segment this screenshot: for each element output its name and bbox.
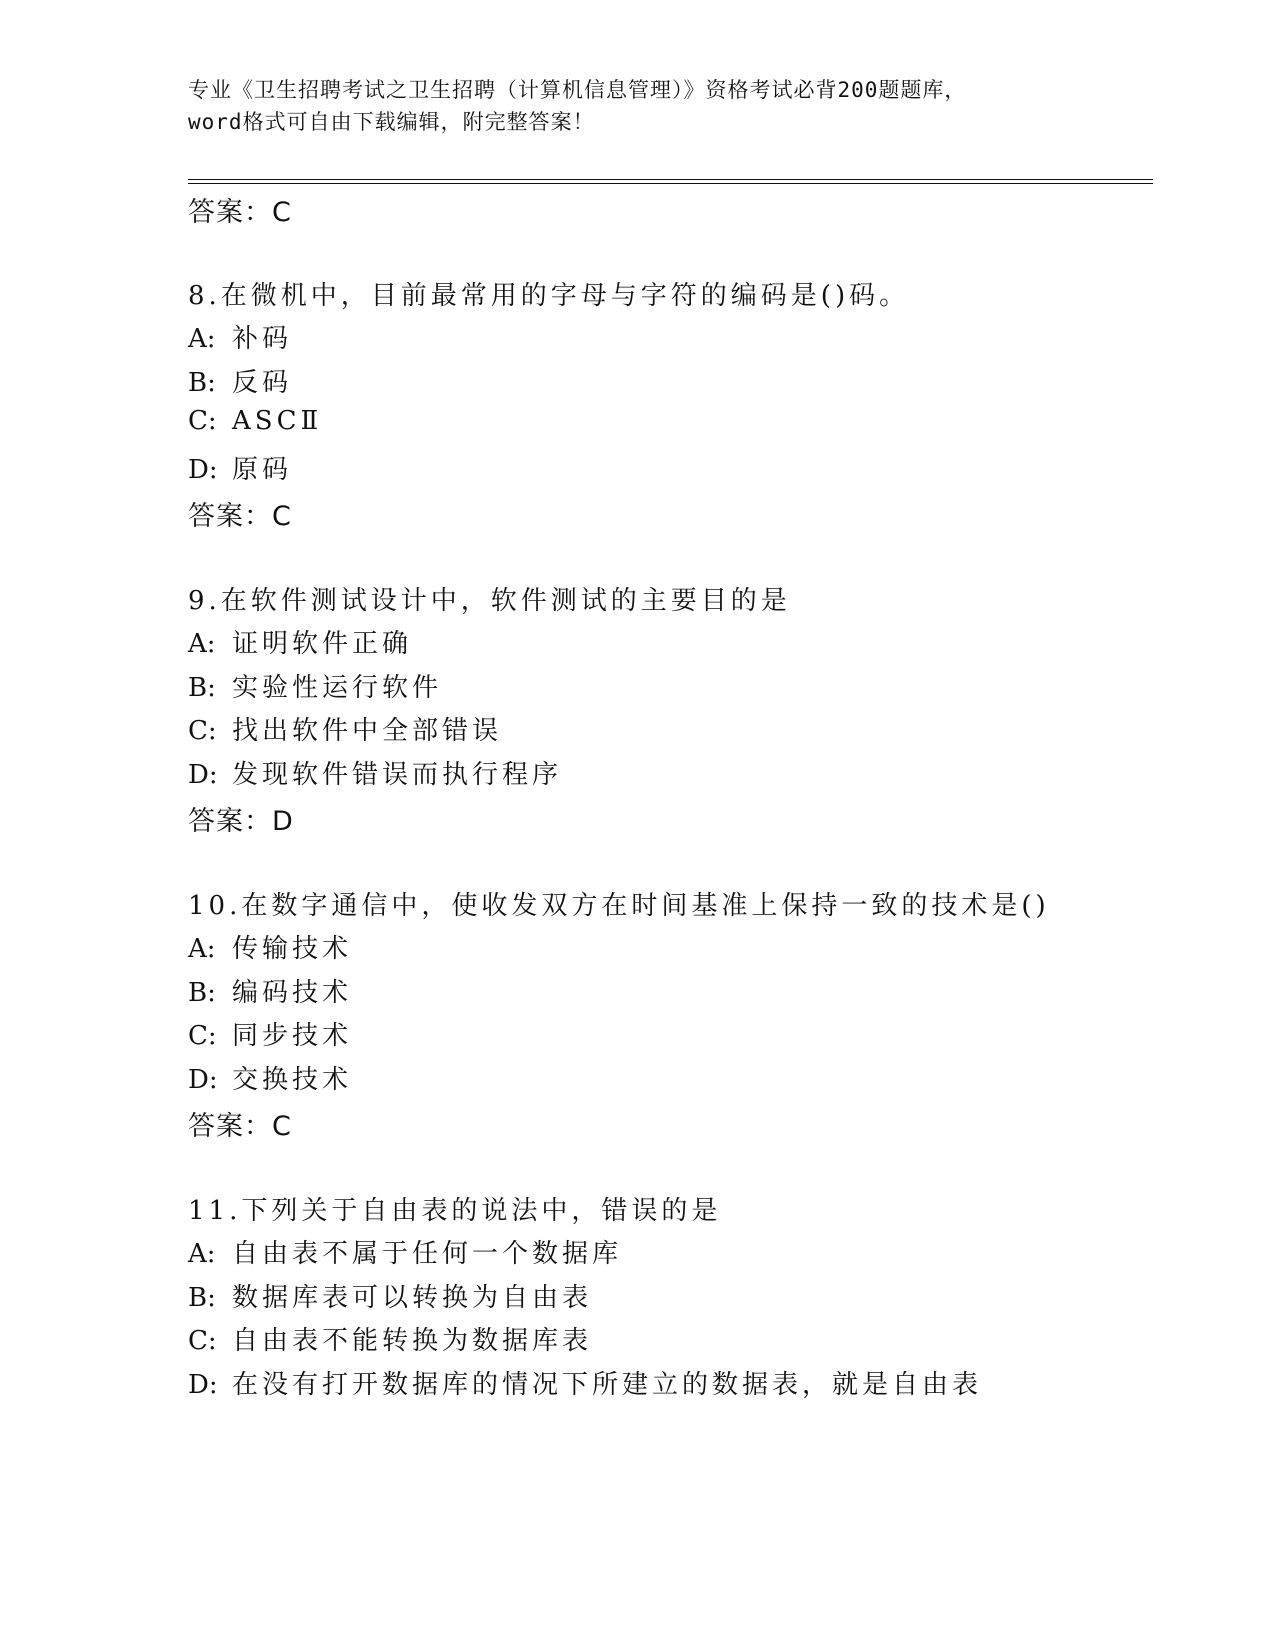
option-text: 同步技术 — [232, 1021, 353, 1051]
answer: 答案：D — [188, 806, 294, 837]
question-stem: 8.在微机中，目前最常用的字母与字符的编码是()码。 — [188, 281, 910, 311]
option-text: 数据库表可以转换为自由表 — [232, 1283, 593, 1313]
option-label: B: — [188, 978, 216, 1008]
option-a — [188, 623, 412, 660]
option-label: B: — [188, 368, 216, 398]
option-label: C: — [188, 716, 217, 746]
option-text: 反码 — [232, 368, 293, 398]
option-text: 补码 — [232, 324, 293, 354]
header-line-1: 专业《卫生招聘考试之卫生招聘（计算机信息管理）》资格考试必背200题题库， — [188, 78, 967, 102]
option-label: D: — [188, 1370, 218, 1400]
option-c — [188, 1015, 352, 1052]
answer: 答案：C — [188, 1111, 292, 1142]
option-d — [188, 1364, 982, 1401]
answer: 答案：C — [188, 501, 292, 532]
option-text: 实验性运行软件 — [232, 673, 443, 703]
option-label: D: — [188, 1065, 218, 1095]
option-text: 自由表不能转换为数据库表 — [232, 1326, 593, 1356]
option-label: A: — [188, 324, 216, 354]
header-divider-bottom — [188, 183, 1153, 184]
answer-7: 答案：C — [188, 197, 292, 228]
option-b — [188, 362, 292, 399]
option-b — [188, 1277, 592, 1314]
option-a — [188, 1233, 622, 1270]
header-line-2: word格式可自由下载编辑，附完整答案！ — [188, 110, 595, 134]
option-text: 交换技术 — [232, 1065, 353, 1095]
option-label: A: — [188, 629, 216, 659]
option-label: C: — [188, 406, 217, 436]
question-stem: 9.在软件测试设计中，软件测试的主要目的是 — [188, 586, 791, 616]
option-text: 在没有打开数据库的情况下所建立的数据表，就是自由表 — [232, 1370, 983, 1400]
option-d — [188, 1059, 352, 1096]
option-a — [188, 928, 352, 965]
option-c — [188, 1320, 592, 1357]
question-stem: 11.下列关于自由表的说法中，错误的是 — [188, 1196, 722, 1226]
question-stem: 10.在数字通信中，使收发双方在时间基准上保持一致的技术是() — [188, 891, 1050, 921]
document-header — [188, 74, 1088, 138]
option-label: D: — [188, 760, 218, 790]
option-text: 自由表不属于任何一个数据库 — [232, 1239, 623, 1269]
header-divider-top — [188, 179, 1153, 180]
option-label: A: — [188, 1239, 216, 1269]
option-text: 传输技术 — [232, 934, 353, 964]
option-label: B: — [188, 673, 216, 703]
option-b — [188, 972, 352, 1009]
option-label: C: — [188, 1326, 217, 1356]
option-label: A: — [188, 934, 216, 964]
option-b — [188, 667, 442, 704]
option-d — [188, 754, 562, 791]
option-d — [188, 449, 292, 486]
option-text: 找出软件中全部错误 — [232, 716, 503, 746]
option-label: C: — [188, 1021, 217, 1051]
option-text: 原码 — [232, 455, 293, 485]
option-text: 编码技术 — [232, 978, 353, 1008]
option-label: B: — [188, 1283, 216, 1313]
option-text: 发现软件错误而执行程序 — [232, 760, 563, 790]
option-c — [188, 710, 502, 747]
option-a — [188, 318, 292, 355]
option-label: D: — [188, 455, 218, 485]
option-text: 证明软件正确 — [232, 629, 413, 659]
option-c — [188, 406, 322, 436]
option-text: ASCⅡ — [232, 406, 323, 436]
